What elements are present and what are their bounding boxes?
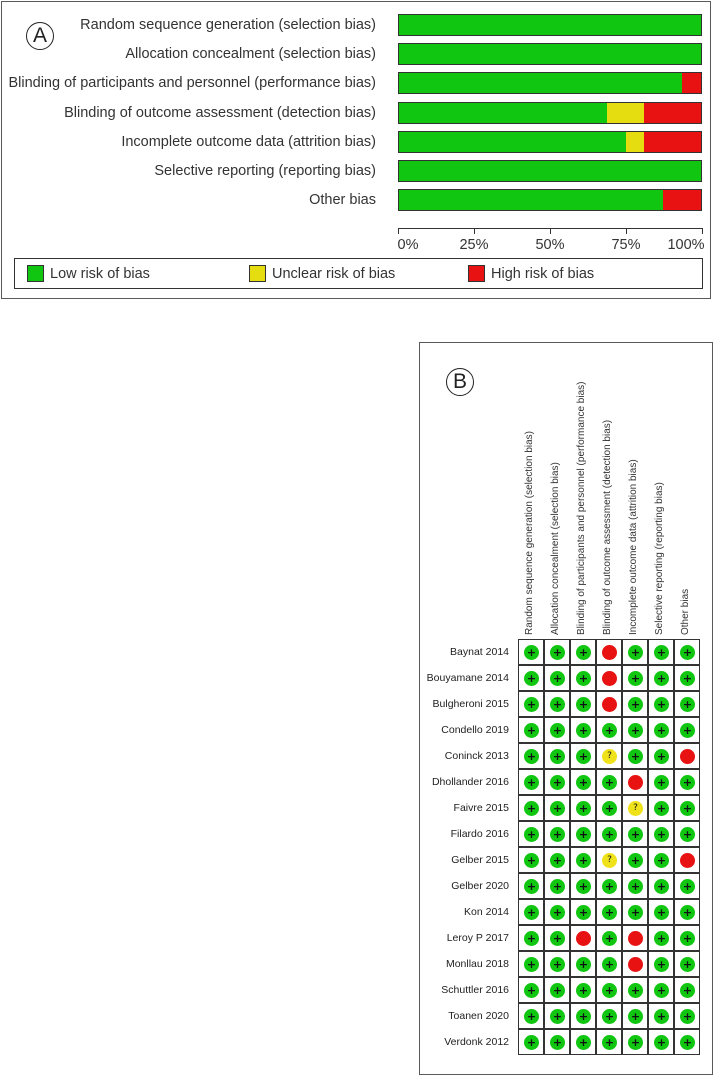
legend-swatch-high: [468, 265, 485, 282]
x-tick: [550, 228, 551, 234]
risk-low-icon: +: [524, 1035, 539, 1050]
grid-cell: [570, 925, 596, 951]
grid-cell: [570, 821, 596, 847]
grid-cell: [570, 743, 596, 769]
risk-low-icon: +: [602, 983, 617, 998]
grid-cell: [622, 743, 648, 769]
bar-segment: [399, 44, 701, 64]
grid-cell: [622, 691, 648, 717]
grid-cell: [518, 743, 544, 769]
risk-low-icon: +: [524, 853, 539, 868]
grid-cell: [674, 847, 700, 873]
risk-high-icon: [628, 775, 643, 790]
study-label: Bouyamane 2014: [426, 672, 509, 684]
grid-cell: [518, 639, 544, 665]
bar-segment: [663, 190, 701, 210]
grid-cell: [648, 769, 674, 795]
risk-low-icon: +: [524, 775, 539, 790]
risk-low-icon: +: [680, 879, 695, 894]
grid-cell: [544, 873, 570, 899]
grid-cell: [674, 743, 700, 769]
x-tick: [474, 228, 475, 234]
risk-unclear-icon: ?: [602, 749, 617, 764]
risk-low-icon: +: [576, 723, 591, 738]
grid-cell: [544, 977, 570, 1003]
column-header: Incomplete outcome data (attrition bias): [628, 459, 639, 635]
risk-low-icon: +: [628, 879, 643, 894]
risk-low-icon: +: [524, 1009, 539, 1024]
risk-high-icon: [680, 853, 695, 868]
risk-high-icon: [628, 957, 643, 972]
grid-cell: [648, 691, 674, 717]
grid-cell: [518, 1029, 544, 1055]
grid-cell: [518, 821, 544, 847]
grid-cell: [544, 821, 570, 847]
grid-cell: [648, 951, 674, 977]
stacked-bar: [398, 131, 702, 153]
risk-low-icon: +: [680, 1009, 695, 1024]
domain-label: Incomplete outcome data (attrition bias): [121, 133, 376, 150]
grid-cell: [648, 899, 674, 925]
grid-cell: [622, 795, 648, 821]
grid-cell: [596, 717, 622, 743]
grid-cell: [570, 951, 596, 977]
risk-low-icon: +: [576, 749, 591, 764]
risk-low-icon: +: [654, 801, 669, 816]
risk-high-icon: [602, 697, 617, 712]
risk-low-icon: +: [524, 931, 539, 946]
bar-segment: [399, 132, 626, 152]
risk-low-icon: +: [602, 801, 617, 816]
study-label: Toanen 2020: [448, 1010, 509, 1022]
x-tick: [626, 228, 627, 234]
grid-cell: [570, 873, 596, 899]
legend-label-high: High risk of bias: [491, 266, 595, 282]
grid-cell: [544, 639, 570, 665]
x-tick-label: 100%: [667, 237, 705, 253]
grid-cell: [570, 691, 596, 717]
risk-low-icon: +: [602, 879, 617, 894]
risk-unclear-icon: ?: [628, 801, 643, 816]
study-label: Schuttler 2016: [441, 984, 509, 996]
bar-segment: [607, 103, 645, 123]
risk-low-icon: +: [628, 905, 643, 920]
grid-cell: [622, 639, 648, 665]
risk-low-icon: +: [524, 879, 539, 894]
grid-cell: [596, 977, 622, 1003]
study-label: Gelber 2020: [451, 880, 509, 892]
grid-cell: [622, 821, 648, 847]
grid-cell: [674, 795, 700, 821]
grid-cell: [544, 847, 570, 873]
study-label: Leroy P 2017: [446, 932, 509, 944]
legend-swatch-unclear: [249, 265, 266, 282]
risk-low-icon: +: [680, 957, 695, 972]
x-tick-label: 0%: [397, 237, 419, 253]
grid-cell: [622, 847, 648, 873]
risk-low-icon: +: [680, 801, 695, 816]
study-label: Verdonk 2012: [444, 1036, 509, 1048]
risk-low-icon: +: [654, 879, 669, 894]
grid-cell: [518, 899, 544, 925]
column-header: Blinding of outcome assessment (detection bias): [602, 419, 613, 635]
grid-cell: [648, 1003, 674, 1029]
study-label: Kon 2014: [464, 906, 509, 918]
panel-label-b: B: [446, 368, 474, 396]
risk-low-icon: +: [680, 905, 695, 920]
grid-cell: [622, 1029, 648, 1055]
grid-cell: [518, 665, 544, 691]
risk-low-icon: +: [602, 1035, 617, 1050]
risk-low-icon: +: [602, 1009, 617, 1024]
risk-low-icon: +: [628, 723, 643, 738]
grid-cell: [596, 1029, 622, 1055]
grid-cell: [674, 925, 700, 951]
risk-low-icon: +: [628, 983, 643, 998]
risk-of-bias-summary-chart: [1, 1, 711, 299]
grid-cell: [622, 951, 648, 977]
risk-low-icon: +: [628, 827, 643, 842]
grid-cell: [570, 1003, 596, 1029]
grid-cell: [674, 899, 700, 925]
grid-cell: [518, 925, 544, 951]
bar-segment: [626, 132, 645, 152]
risk-low-icon: +: [628, 1035, 643, 1050]
legend: [14, 258, 703, 289]
grid-cell: [674, 639, 700, 665]
risk-low-icon: +: [550, 983, 565, 998]
risk-low-icon: +: [628, 1009, 643, 1024]
grid-cell: [570, 899, 596, 925]
risk-low-icon: +: [602, 905, 617, 920]
risk-low-icon: +: [680, 827, 695, 842]
grid-cell: [544, 691, 570, 717]
risk-low-icon: +: [550, 1035, 565, 1050]
grid-cell: [596, 769, 622, 795]
risk-high-icon: [602, 671, 617, 686]
domain-label: Other bias: [309, 192, 376, 209]
risk-low-icon: +: [576, 983, 591, 998]
risk-low-icon: +: [550, 645, 565, 660]
bar-segment: [399, 103, 607, 123]
grid-cell: [648, 925, 674, 951]
grid-cell: [518, 951, 544, 977]
grid-cell: [622, 899, 648, 925]
grid-cell: [674, 1003, 700, 1029]
study-label: Baynat 2014: [450, 646, 509, 658]
study-label: Bulgheroni 2015: [432, 698, 509, 710]
risk-low-icon: +: [654, 749, 669, 764]
grid-cell: [570, 847, 596, 873]
stacked-bar: [398, 72, 702, 94]
grid-cell: [596, 1003, 622, 1029]
grid-cell: [518, 717, 544, 743]
risk-low-icon: +: [550, 697, 565, 712]
risk-low-icon: +: [576, 1035, 591, 1050]
risk-low-icon: +: [550, 853, 565, 868]
x-tick-label: 25%: [459, 237, 489, 253]
risk-low-icon: +: [550, 723, 565, 738]
grid-cell: [648, 847, 674, 873]
bar-segment: [399, 15, 701, 35]
grid-cell: [596, 639, 622, 665]
grid-cell: [544, 743, 570, 769]
risk-unclear-icon: ?: [602, 853, 617, 868]
grid-cell: [570, 717, 596, 743]
legend-label-low: Low risk of bias: [50, 266, 150, 282]
grid-cell: [518, 795, 544, 821]
risk-low-icon: +: [576, 671, 591, 686]
x-tick: [702, 228, 703, 234]
risk-low-icon: +: [654, 827, 669, 842]
grid-cell: [622, 925, 648, 951]
risk-low-icon: +: [628, 671, 643, 686]
risk-low-icon: +: [550, 827, 565, 842]
grid-cell: [544, 665, 570, 691]
x-tick: [398, 228, 399, 234]
grid-cell: [596, 795, 622, 821]
grid-cell: [544, 1003, 570, 1029]
risk-low-icon: +: [602, 931, 617, 946]
risk-low-icon: +: [628, 697, 643, 712]
grid-cell: [674, 665, 700, 691]
grid-cell: [596, 691, 622, 717]
grid-cell: [674, 1029, 700, 1055]
risk-low-icon: +: [524, 983, 539, 998]
risk-low-icon: +: [576, 957, 591, 972]
grid-cell: [544, 1029, 570, 1055]
grid-cell: [518, 1003, 544, 1029]
risk-low-icon: +: [654, 931, 669, 946]
risk-low-icon: +: [550, 957, 565, 972]
grid-cell: [674, 873, 700, 899]
grid-cell: [570, 639, 596, 665]
grid-cell: [596, 665, 622, 691]
risk-low-icon: +: [550, 931, 565, 946]
risk-low-icon: +: [576, 1009, 591, 1024]
risk-low-icon: +: [576, 697, 591, 712]
column-header: Allocation concealment (selection bias): [550, 462, 561, 635]
risk-low-icon: +: [550, 671, 565, 686]
bar-segment: [399, 161, 701, 181]
risk-low-icon: +: [654, 957, 669, 972]
domain-label: Allocation concealment (selection bias): [125, 46, 376, 63]
risk-high-icon: [576, 931, 591, 946]
risk-low-icon: +: [680, 697, 695, 712]
stacked-bar: [398, 14, 702, 36]
risk-low-icon: +: [654, 1009, 669, 1024]
risk-low-icon: +: [654, 905, 669, 920]
x-tick-label: 50%: [535, 237, 565, 253]
grid-cell: [648, 977, 674, 1003]
grid-cell: [622, 665, 648, 691]
grid-cell: [518, 769, 544, 795]
risk-low-icon: +: [524, 801, 539, 816]
risk-high-icon: [680, 749, 695, 764]
grid-cell: [648, 665, 674, 691]
bar-segment: [644, 103, 701, 123]
risk-low-icon: +: [550, 879, 565, 894]
risk-low-icon: +: [680, 1035, 695, 1050]
grid-cell: [674, 717, 700, 743]
grid-cell: [622, 1003, 648, 1029]
grid-cell: [648, 873, 674, 899]
bar-segment: [682, 73, 701, 93]
risk-of-bias-graph-table: [419, 342, 713, 1075]
column-header: Blinding of participants and personnel (performance bias): [576, 381, 587, 635]
column-header: Other bias: [680, 588, 691, 635]
grid-cell: [570, 665, 596, 691]
grid-cell: [544, 899, 570, 925]
grid-cell: [674, 951, 700, 977]
study-label: Gelber 2015: [451, 854, 509, 866]
stacked-bar: [398, 160, 702, 182]
grid-cell: [648, 821, 674, 847]
risk-low-icon: +: [602, 827, 617, 842]
risk-low-icon: +: [576, 827, 591, 842]
risk-low-icon: +: [576, 801, 591, 816]
grid-cell: [596, 873, 622, 899]
grid-cell: [518, 977, 544, 1003]
grid-cell: [674, 691, 700, 717]
risk-low-icon: +: [654, 671, 669, 686]
risk-low-icon: +: [654, 1035, 669, 1050]
risk-low-icon: +: [550, 1009, 565, 1024]
bar-segment: [399, 73, 682, 93]
grid-cell: [544, 925, 570, 951]
domain-label: Blinding of outcome assessment (detection bias): [64, 104, 376, 121]
risk-low-icon: +: [654, 853, 669, 868]
risk-low-icon: +: [576, 879, 591, 894]
x-tick-label: 75%: [611, 237, 641, 253]
grid-cell: [518, 691, 544, 717]
risk-low-icon: +: [628, 645, 643, 660]
risk-low-icon: +: [576, 853, 591, 868]
domain-label: Random sequence generation (selection bias): [80, 17, 376, 33]
risk-low-icon: +: [602, 957, 617, 972]
grid-cell: [648, 795, 674, 821]
grid-cell: [596, 743, 622, 769]
domain-label: Blinding of participants and personnel (performance bias): [8, 75, 376, 92]
study-label: Filardo 2016: [450, 828, 509, 840]
risk-low-icon: +: [680, 983, 695, 998]
domain-label: Selective reporting (reporting bias): [154, 163, 376, 179]
grid-cell: [596, 951, 622, 977]
grid-cell: [596, 847, 622, 873]
bar-segment: [644, 132, 701, 152]
risk-low-icon: +: [628, 853, 643, 868]
column-header: Random sequence generation (selection bias): [524, 430, 535, 635]
risk-low-icon: +: [524, 671, 539, 686]
risk-low-icon: +: [680, 645, 695, 660]
grid-cell: [648, 1029, 674, 1055]
grid-cell: [596, 925, 622, 951]
risk-low-icon: +: [654, 775, 669, 790]
stacked-bar: [398, 102, 702, 124]
grid-cell: [674, 769, 700, 795]
study-label: Faivre 2015: [453, 802, 509, 814]
risk-low-icon: +: [524, 749, 539, 764]
risk-low-icon: +: [680, 723, 695, 738]
grid-cell: [570, 795, 596, 821]
legend-label-unclear: Unclear risk of bias: [272, 266, 396, 282]
grid-cell: [518, 873, 544, 899]
risk-high-icon: [602, 645, 617, 660]
risk-low-icon: +: [680, 931, 695, 946]
risk-low-icon: +: [654, 983, 669, 998]
grid-cell: [596, 821, 622, 847]
risk-low-icon: +: [576, 905, 591, 920]
study-label: Condello 2019: [441, 724, 509, 736]
grid-cell: [622, 873, 648, 899]
study-label: Dhollander 2016: [431, 776, 509, 788]
grid-cell: [622, 717, 648, 743]
grid-cell: [570, 1029, 596, 1055]
legend-swatch-low: [27, 265, 44, 282]
grid-cell: [648, 717, 674, 743]
panel-label-a: A: [26, 22, 54, 50]
grid-cell: [544, 951, 570, 977]
risk-low-icon: +: [576, 775, 591, 790]
grid-cell: [622, 977, 648, 1003]
grid-cell: [622, 769, 648, 795]
grid-cell: [674, 821, 700, 847]
risk-low-icon: +: [524, 827, 539, 842]
risk-low-icon: +: [524, 957, 539, 972]
risk-high-icon: [628, 931, 643, 946]
risk-low-icon: +: [550, 775, 565, 790]
grid-cell: [544, 795, 570, 821]
risk-low-icon: +: [654, 697, 669, 712]
risk-low-icon: +: [550, 749, 565, 764]
grid-cell: [570, 977, 596, 1003]
risk-low-icon: +: [550, 905, 565, 920]
column-header: Selective reporting (reporting bias): [654, 482, 665, 635]
risk-low-icon: +: [550, 801, 565, 816]
grid-cell: [596, 899, 622, 925]
risk-low-icon: +: [654, 645, 669, 660]
risk-low-icon: +: [524, 697, 539, 712]
risk-low-icon: +: [680, 671, 695, 686]
grid-cell: [544, 717, 570, 743]
risk-low-icon: +: [602, 775, 617, 790]
grid-cell: [674, 977, 700, 1003]
stacked-bar: [398, 189, 702, 211]
grid-cell: [648, 639, 674, 665]
risk-low-icon: +: [602, 723, 617, 738]
grid-cell: [544, 769, 570, 795]
study-label: Monllau 2018: [445, 958, 509, 970]
bar-segment: [399, 190, 663, 210]
risk-low-icon: +: [576, 645, 591, 660]
risk-low-icon: +: [524, 723, 539, 738]
study-label: Coninck 2013: [444, 750, 509, 762]
risk-low-icon: +: [524, 645, 539, 660]
grid-cell: [570, 769, 596, 795]
risk-low-icon: +: [628, 749, 643, 764]
risk-low-icon: +: [680, 775, 695, 790]
grid-cell: [518, 847, 544, 873]
risk-low-icon: +: [524, 905, 539, 920]
grid-cell: [648, 743, 674, 769]
stacked-bar: [398, 43, 702, 65]
risk-low-icon: +: [654, 723, 669, 738]
